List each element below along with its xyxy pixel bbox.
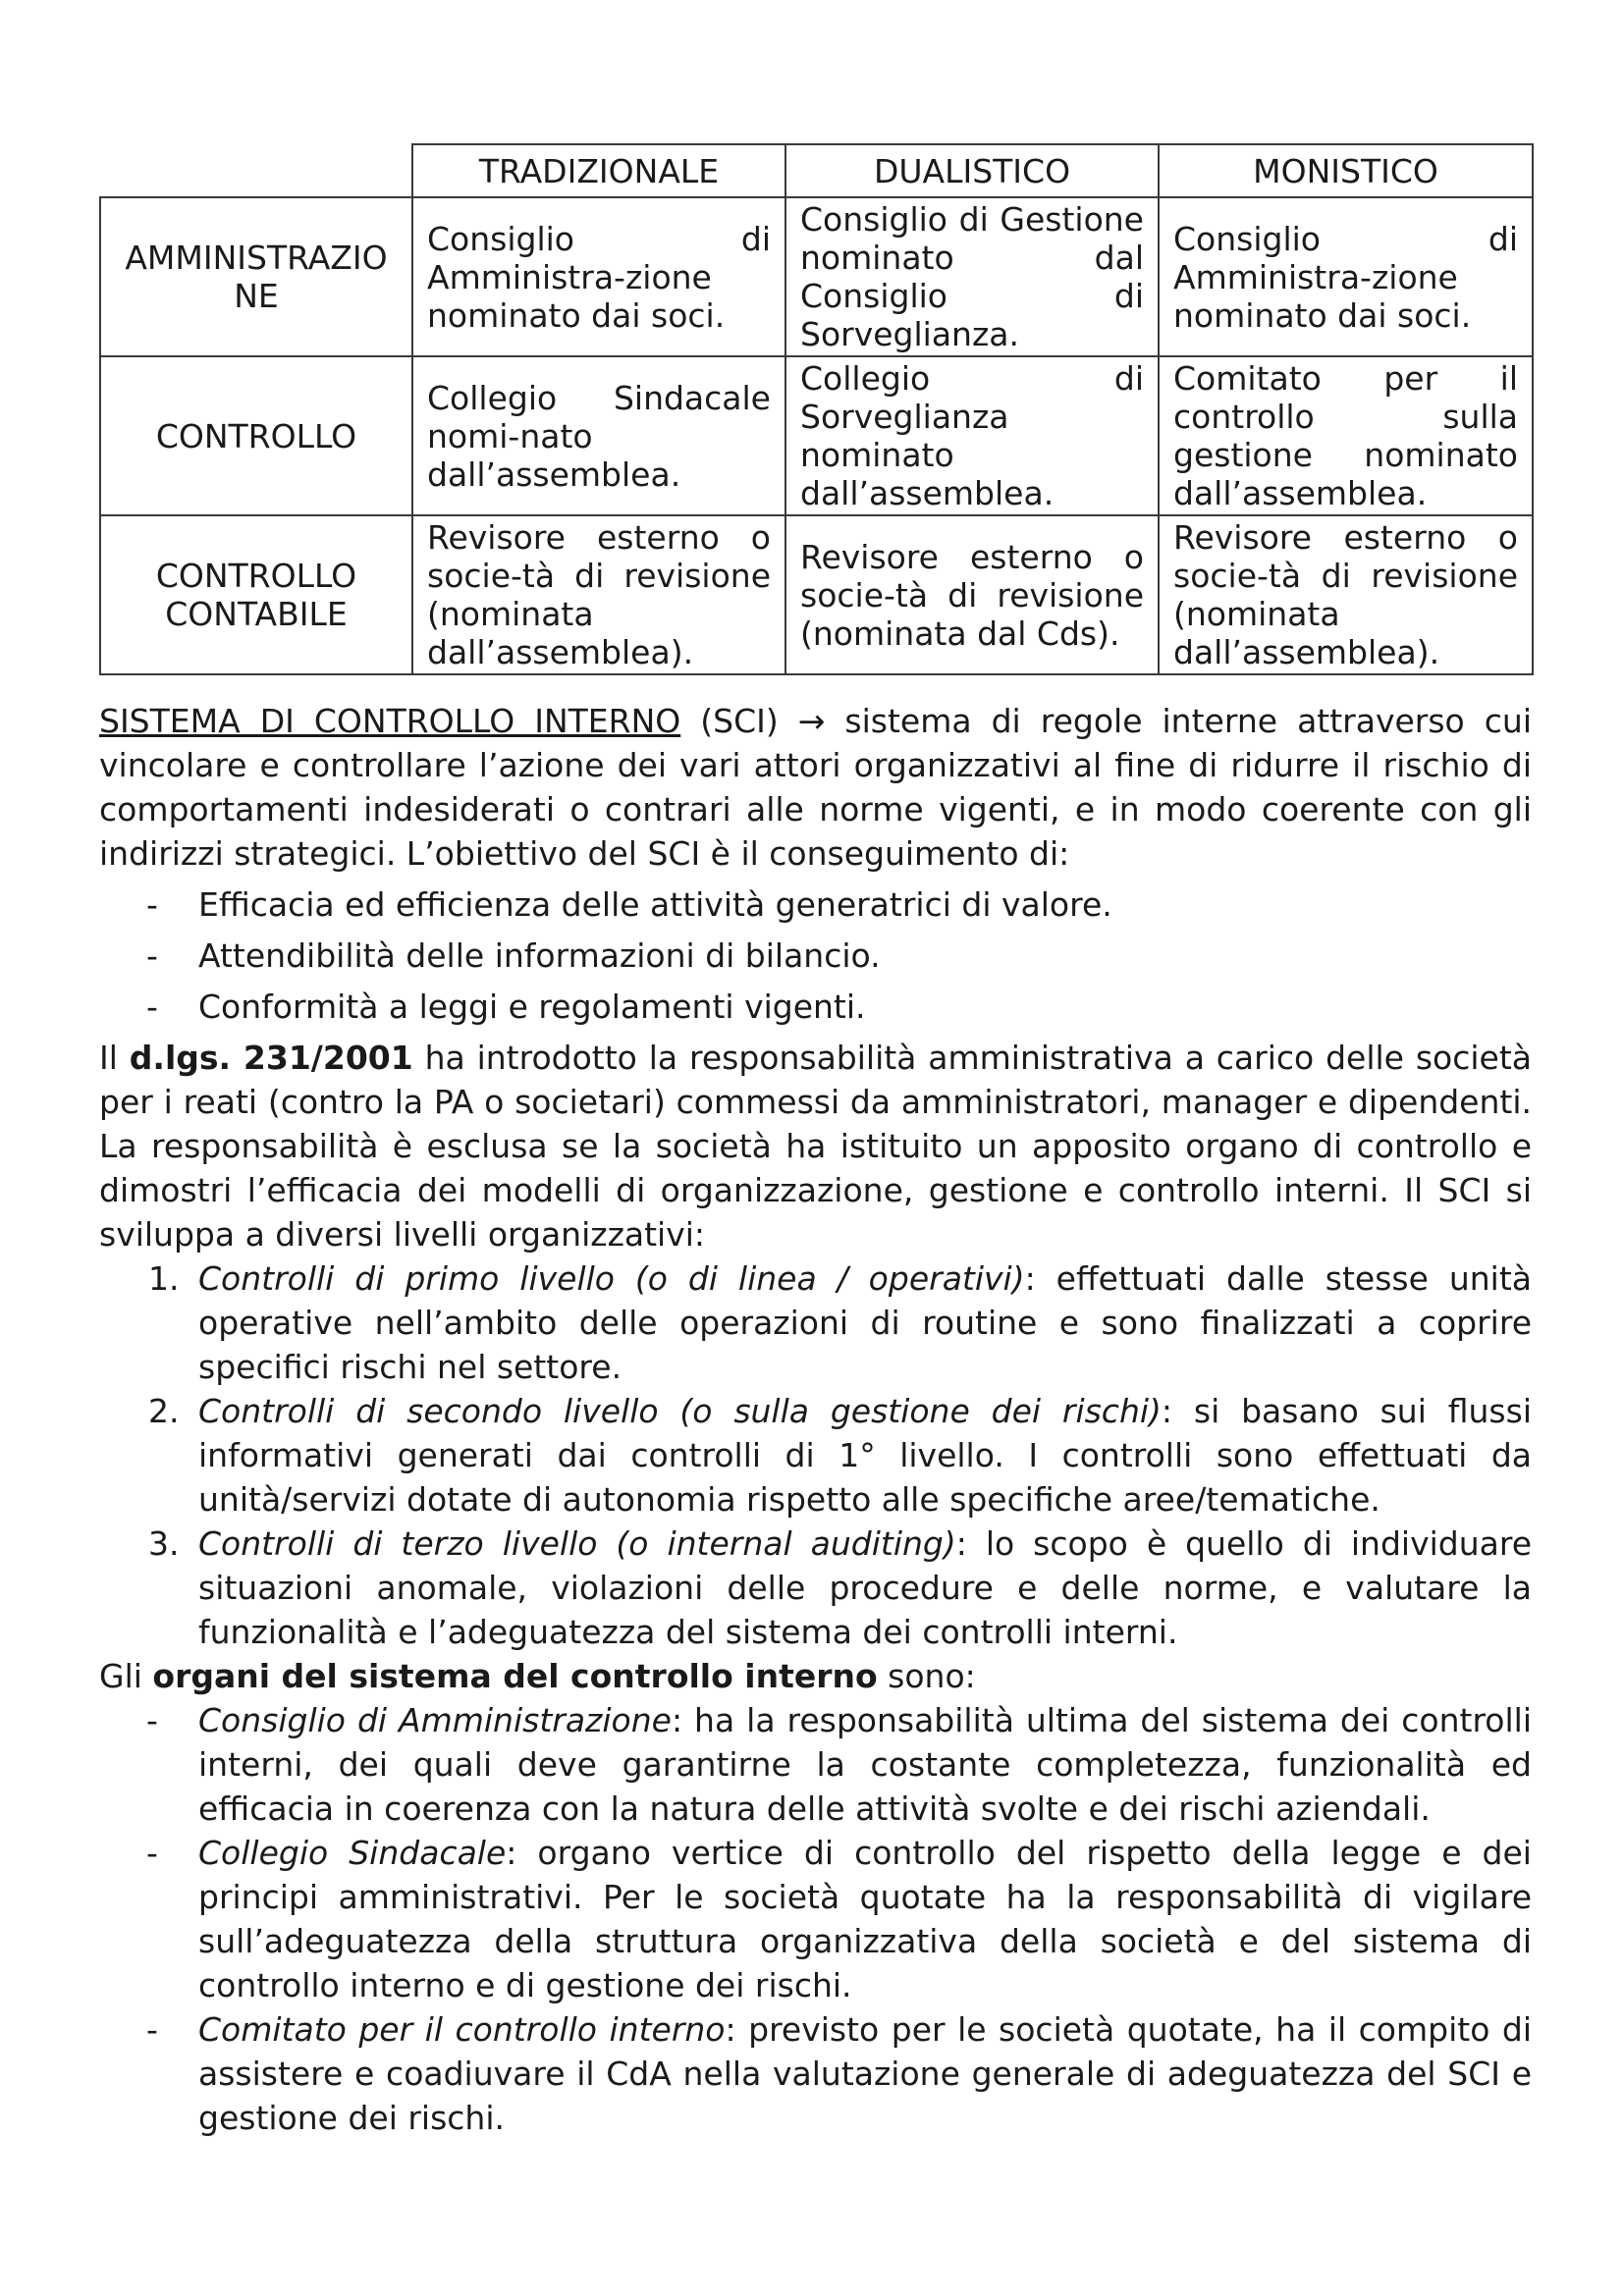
- list-item-text: Conformità a leggi e regolamenti vigenti.: [198, 988, 866, 1026]
- level-title: Controlli di secondo livello (o sulla gestione dei rischi): [198, 1392, 1162, 1430]
- list-item: [99, 882, 1532, 927]
- organ-title: Collegio Sindacale: [198, 1834, 507, 1872]
- table-cell: Revisore esterno o socie-tà di revisione (nominata dal Cds).: [785, 515, 1159, 674]
- dash-bullet: -: [146, 885, 158, 924]
- column-header-tradizionale: TRADIZIONALE: [412, 144, 785, 197]
- organi-intro-paragraph: [99, 1654, 1532, 1698]
- sci-definition-paragraph: [99, 699, 1532, 876]
- organ-text: : organo vertice di controllo del rispetto della legge e dei principi amministrativi. Per le società quotate ha la responsabilità di vigilare sull’adeguatezza della struttura organizzativa della società e del sistema di controllo interno e di gestione dei rischi.: [198, 1834, 1532, 2004]
- dash-bullet: -: [146, 936, 158, 975]
- organ-title: Consiglio di Amministrazione: [198, 1701, 672, 1739]
- table-row-controllo-contabile: [100, 515, 1533, 674]
- list-item: [99, 1698, 1532, 1831]
- governance-models-table: [99, 143, 1534, 675]
- table-cell: Revisore esterno o socie-tà di revisione (nominata dall’assemblea).: [412, 515, 785, 674]
- column-header-dualistico: DUALISTICO: [785, 144, 1159, 197]
- list-item: [99, 1831, 1532, 2007]
- list-item: [99, 985, 1532, 1029]
- document-page: [99, 143, 1532, 2140]
- table-header-row: [100, 144, 1533, 197]
- row-header-controllo: CONTROLLO: [100, 356, 412, 515]
- table-corner-cell: [100, 144, 412, 197]
- organ-text: : ha la responsabilità ultima del sistema dei controlli interni, dei quali deve garantirne la costante completezza, funzionalità ed efficacia in coerenza con la natura delle attività svolte e dei rischi aziendali.: [198, 1701, 1532, 1828]
- organi-list: [99, 1698, 1532, 2140]
- arrow-icon: →: [797, 702, 826, 740]
- dlgs-law-reference: d.lgs. 231/2001: [129, 1039, 413, 1077]
- organi-suffix: sono:: [877, 1657, 976, 1695]
- table-cell: Collegio di Sorveglianza nominato dall’assemblea.: [785, 356, 1159, 515]
- list-item: [99, 1389, 1532, 1522]
- list-number: 1.: [148, 1259, 180, 1298]
- list-item: [99, 2007, 1532, 2140]
- level-title: Controlli di primo livello (o di linea / operativi): [198, 1259, 1025, 1298]
- level-text: : si basano sui flussi informativi generati dai controlli di 1° livello. I controlli sono effettuati da unità/servizi dotate di autonomia rispetto alle specifiche aree/tematiche.: [198, 1392, 1532, 1519]
- table-cell: Consiglio di Gestione nominato dal Consiglio di Sorveglianza.: [785, 197, 1159, 356]
- list-item: [99, 934, 1532, 978]
- sci-abbreviation: (SCI): [680, 702, 798, 740]
- table-cell: Consiglio di Amministra-zione nominato dai soci.: [412, 197, 785, 356]
- table-cell: Revisore esterno o socie-tà di revisione (nominata dall’assemblea).: [1159, 515, 1533, 674]
- column-header-monistico: MONISTICO: [1159, 144, 1533, 197]
- organ-text: : previsto per le società quotate, ha il compito di assistere e coadiuvare il CdA nella valutazione generale di adeguatezza del SCI e gestione dei rischi.: [198, 2010, 1533, 2137]
- list-number: 2.: [148, 1392, 180, 1430]
- list-item-text: Attendibilità delle informazioni di bilancio.: [198, 936, 881, 975]
- table-row-amministrazione: [100, 197, 1533, 356]
- row-header-amministrazione: [100, 197, 412, 356]
- list-item: [99, 1256, 1532, 1389]
- row-header-label: AMMINISTRAZIO NE: [125, 239, 388, 315]
- sci-definition-text: sistema di regole interne attraverso cui vincolare e controllare l’azione dei vari attori organizzativi al fine di ridurre il rischio di comportamenti indesiderati o contrari alle norme vigenti, e in modo coerente con gli indirizzi strategici. L’obiettivo del SCI è il conseguimento di:: [99, 702, 1532, 873]
- dash-bullet: -: [146, 1701, 158, 1739]
- list-number: 3.: [148, 1524, 180, 1563]
- dlgs-paragraph: [99, 1036, 1532, 1256]
- table-cell: Consiglio di Amministra-zione nominato dai soci.: [1159, 197, 1533, 356]
- dlgs-prefix: Il: [99, 1039, 130, 1077]
- level-title: Controlli di terzo livello (o internal auditing): [198, 1524, 956, 1563]
- control-levels-list: [99, 1256, 1532, 1654]
- dlgs-text: ha introdotto la responsabilità amministrativa a carico delle società per i reati (contro la PA o societari) commessi da amministratori, manager e dipendenti. La responsabilità è esclusa se la società ha istituito un apposito organo di controllo e dimostri l’efficacia dei modelli di organizzazione, gestione e controllo interni. Il SCI si sviluppa a diversi livelli organizzativi:: [99, 1039, 1533, 1254]
- sci-objectives-list: [99, 882, 1532, 1029]
- organi-bold-term: organi del sistema del controllo interno: [152, 1657, 878, 1695]
- sci-term: SISTEMA DI CONTROLLO INTERNO: [99, 702, 681, 740]
- level-text: : lo scopo è quello di individuare situazioni anomale, violazioni delle procedure e delle norme, e valutare la funzionalità e l’adeguatezza del sistema dei controlli interni.: [198, 1524, 1532, 1651]
- list-item: [99, 1522, 1532, 1654]
- table-cell: Comitato per il controllo sulla gestione nominato dall’assemblea.: [1159, 356, 1533, 515]
- dash-bullet: -: [146, 2010, 158, 2049]
- dash-bullet: -: [146, 988, 158, 1026]
- document-body: [99, 699, 1532, 2140]
- organ-title: Comitato per il controllo interno: [198, 2010, 726, 2049]
- table-row-controllo: [100, 356, 1533, 515]
- dash-bullet: -: [146, 1834, 158, 1872]
- list-item-text: Efficacia ed efficienza delle attività generatrici di valore.: [198, 885, 1112, 924]
- organi-prefix: Gli: [99, 1657, 153, 1695]
- table-cell: Collegio Sindacale nomi-nato dall’assemblea.: [412, 356, 785, 515]
- row-header-controllo-contabile: CONTROLLO CONTABILE: [100, 515, 412, 674]
- level-text: : effettuati dalle stesse unità operative nell’ambito delle operazioni di routine e sono finalizzati a coprire specifici rischi nel settore.: [198, 1259, 1532, 1386]
